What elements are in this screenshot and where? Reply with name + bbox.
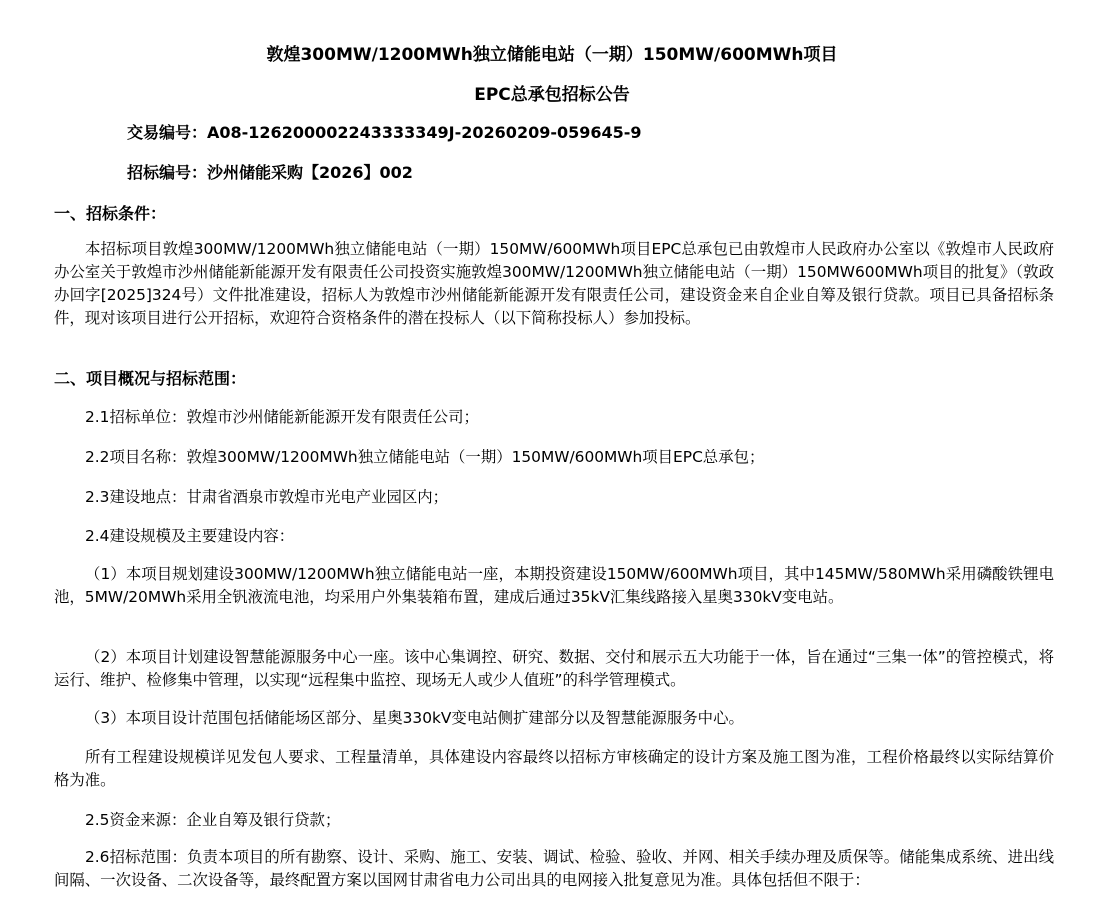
item-project-name: 2.2项目名称：敦煌300MW/1200MWh独立储能电站（一期）150MW/600MWh项目EPC总承包； bbox=[85, 448, 765, 466]
tender-number: 招标编号：沙州储能采购【2026】002 bbox=[127, 163, 413, 182]
section-heading-tender-conditions: 一、招标条件： bbox=[54, 204, 167, 223]
item-tender-scope: 2.6招标范围：负责本项目的所有勘察、设计、采购、施工、安装、调试、检验、验收、并网、相关手续办理及质保等。储能集成系统、进出线间隔、一次设备、二次设备等，最终配置方案以国网甘肃省电力公司出具的电网接入批复意见为准。具体包括但不限于： bbox=[54, 848, 1054, 889]
tender-conditions-paragraph: 本招标项目敦煌300MW/1200MWh独立储能电站（一期）150MW/600MWh项目EPC总承包已由敦煌市人民政府办公室以《敦煌市人民政府办公室关于敦煌市沙州储能新能源开发有限责任公司投资实施敦煌300MW/1200MWh独立储能电站（一期）150MW600MWh项目的批复》（敦政办回字[2025]324号）文件批准建设，招标人为敦煌市沙州储能新能源开发有限责任公司，建设资金来自企业自筹及银行贷款。项目已具备招标条件，现对该项目进行公开招标，欢迎符合资格条件的潜在投标人（以下简称投标人）参加投标。 bbox=[54, 240, 1054, 327]
section-heading-project-overview: 二、项目概况与招标范围： bbox=[54, 369, 247, 388]
scope-note-paragraph: 所有工程建设规模详见发包人要求、工程量清单，具体建设内容最终以招标方审核确定的设计方案及施工图为准，工程价格最终以实际结算价格为准。 bbox=[54, 748, 1054, 789]
item-construction-scale: 2.4建设规模及主要建设内容： bbox=[85, 527, 295, 545]
document-subtitle: EPC总承包招标公告 bbox=[474, 85, 630, 105]
transaction-number: 交易编号：A08-126200002243333349J-20260209-059645-9 bbox=[127, 123, 642, 142]
item-funding-source: 2.5资金来源：企业自筹及银行贷款； bbox=[85, 811, 341, 829]
scope-paragraph-1: （1）本项目规划建设300MW/1200MWh独立储能电站一座，本期投资建设150MW/600MWh项目，其中145MW/580MWh采用磷酸铁锂电池，5MW/20MWh采用全钒液流电池，均采用户外集装箱布置，建成后通过35kV汇集线路接入星奥330kV变电站。 bbox=[54, 565, 1054, 606]
scope-paragraph-3: （3）本项目设计范围包括储能场区部分、星奥330kV变电站侧扩建部分以及智慧能源服务中心。 bbox=[85, 709, 744, 727]
item-tender-unit: 2.1招标单位：敦煌市沙州储能新能源开发有限责任公司； bbox=[85, 408, 479, 426]
item-construction-site: 2.3建设地点：甘肃省酒泉市敦煌市光电产业园区内； bbox=[85, 488, 449, 506]
document-title: 敦煌300MW/1200MWh独立储能电站（一期）150MW/600MWh项目 bbox=[266, 45, 838, 65]
scope-paragraph-2: （2）本项目计划建设智慧能源服务中心一座。该中心集调控、研究、数据、交付和展示五大功能于一体，旨在通过“三集一体”的管控模式，将运行、维护、检修集中管理，以实现“远程集中监控、现场无人或少人值班”的科学管理模式。 bbox=[54, 648, 1054, 689]
